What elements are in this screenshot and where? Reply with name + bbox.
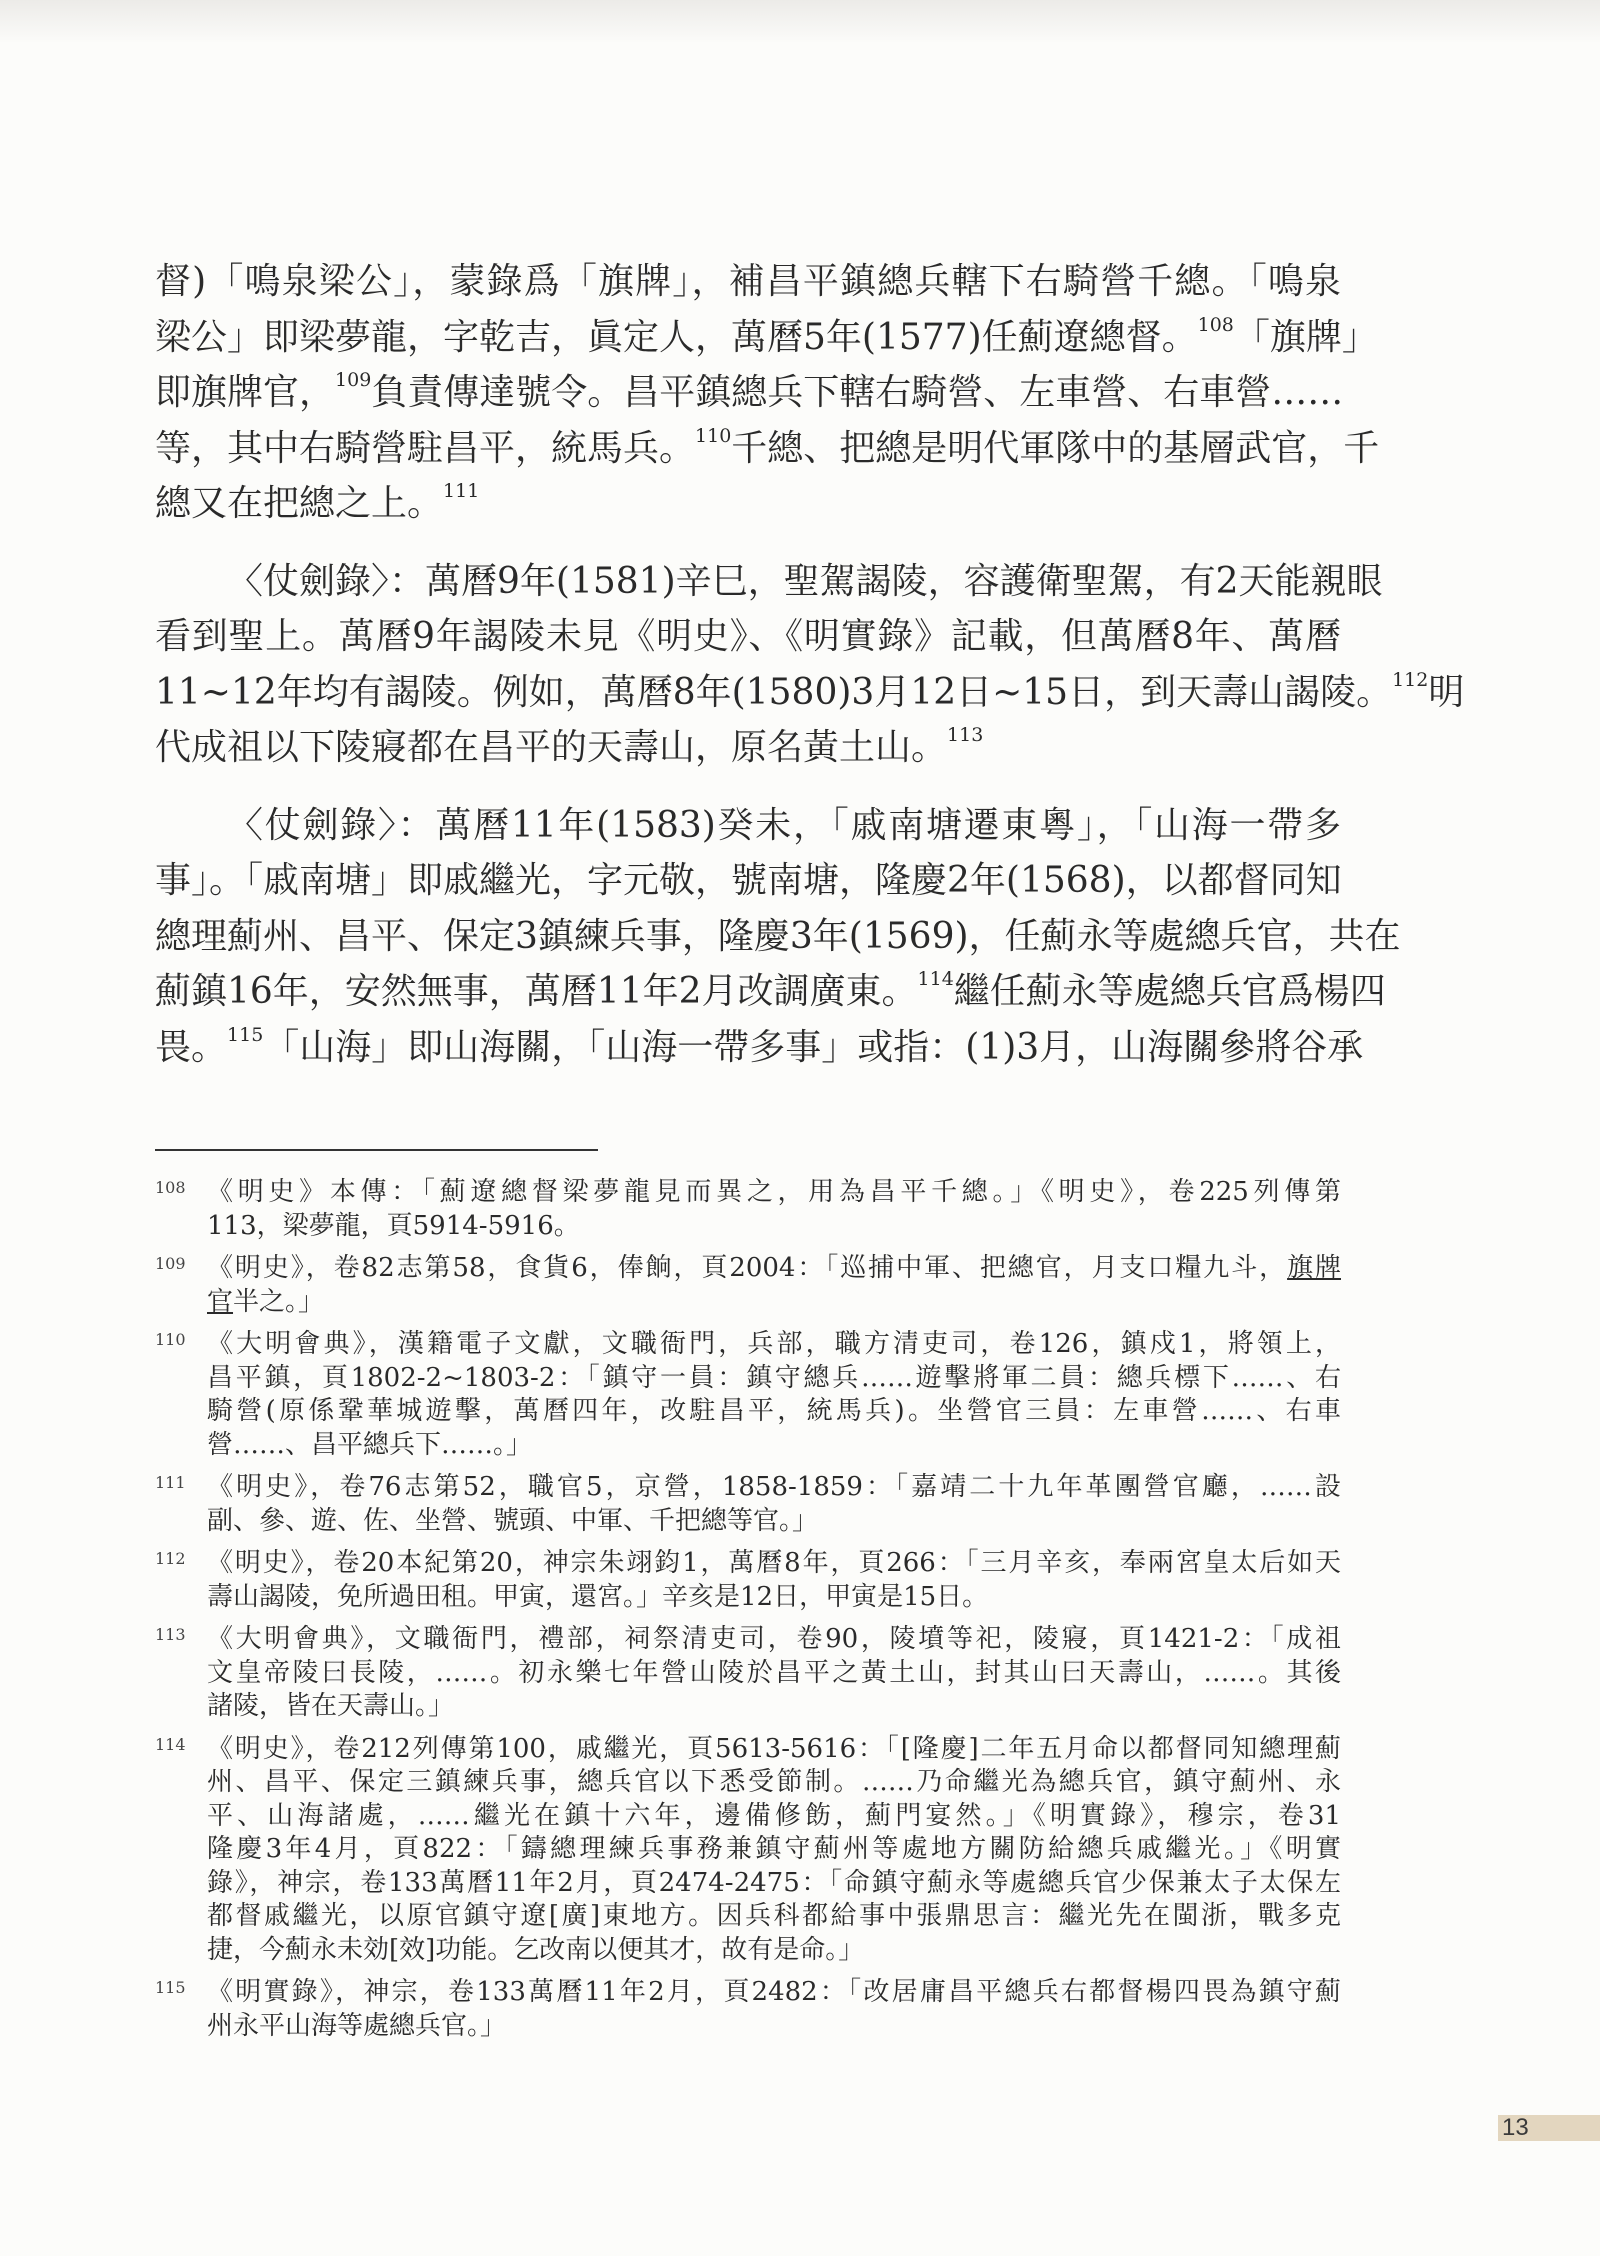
footnote-112 xyxy=(155,1547,1341,1614)
body-text xyxy=(155,254,1465,1075)
text-line xyxy=(155,798,1341,854)
footnote-ref[interactable]: 114 xyxy=(917,968,954,990)
footnote-number: 111 xyxy=(155,1473,186,1492)
text-run: 梁公」即梁夢龍，字乾吉，眞定人，萬曆5年(1577)任薊遼總督。 xyxy=(155,316,1198,358)
text-line xyxy=(207,1833,1341,1867)
footnote-110 xyxy=(155,1328,1341,1462)
text-run: 113，梁夢龍，頁5914-5916。 xyxy=(207,1210,580,1241)
text-run: 明 xyxy=(1428,671,1465,713)
text-run: 看到聖上。萬曆9年謁陵未見《明史》、《明實錄》記載，但萬曆8年、萬曆 xyxy=(155,616,1341,657)
text-run: 《明史》，卷76志第52，職官5，京營，1858-1859：「嘉靖二十九年革團營官廳，……設 xyxy=(207,1472,1341,1502)
footnote-114 xyxy=(155,1733,1341,1968)
text-run: 事」。「戚南塘」即戚繼光，字元敬，號南塘，隆慶2年(1568)，以都督同知 xyxy=(155,860,1342,901)
footnote-number: 108 xyxy=(155,1178,186,1197)
text-run: 總又在把總之上。 xyxy=(155,483,444,524)
text-run: 《明史》本傳：「薊遼總督梁夢龍見而異之，用為昌平千總。」《明史》，卷225列傳第 xyxy=(207,1177,1341,1207)
text-line xyxy=(207,1395,1341,1429)
footnote-109 xyxy=(155,1252,1341,1319)
text-line xyxy=(155,665,1465,721)
text-line xyxy=(155,310,1378,366)
text-run: 昌平鎮，頁1802-2~1803-2：「鎮守一員：鎮守總兵……遊擊將軍二員：總兵標下……、右 xyxy=(207,1362,1341,1393)
footnote-number: 109 xyxy=(155,1254,186,1273)
text-line xyxy=(207,1623,1341,1657)
scan-top-shadow xyxy=(0,0,1600,44)
text-run: 即旗牌官， xyxy=(155,372,336,413)
text-run: 營……、昌平總兵下……。」 xyxy=(207,1429,533,1460)
text-run: 州、昌平、保定三鎮練兵事，總兵官以下悉受節制。……乃命繼光為總兵官，鎮守薊州、永 xyxy=(207,1767,1341,1797)
text-line xyxy=(207,1733,1341,1767)
text-line xyxy=(207,1657,1341,1691)
text-run: 都督戚繼光，以原官鎮守遼[廣]東地方。因兵科都給事中張鼎思言：繼光先在閩浙，戰多克 xyxy=(207,1901,1341,1931)
text-line xyxy=(207,1800,1341,1834)
text-line xyxy=(155,720,1341,776)
text-run: 督)「鳴泉梁公」，蒙錄爲「旗牌」，補昌平鎮總兵轄下右騎營千總。「鳴泉 xyxy=(155,261,1341,302)
footnote-ref[interactable]: 113 xyxy=(947,724,984,746)
paragraph xyxy=(155,254,1380,532)
footnote-108 xyxy=(155,1176,1341,1243)
footnotes xyxy=(155,1176,1341,2052)
text-line xyxy=(207,1362,1341,1396)
text-line xyxy=(207,1210,1341,1244)
text-run: 捷，今薊永未効[效]功能。乞改南以便其才，故有是命。」 xyxy=(207,1934,865,1965)
text-run: 平、山海諸處，……繼光在鎮十六年，邊備修飭，薊門宴然。」《明實錄》，穆宗，卷31 xyxy=(207,1800,1341,1831)
text-line xyxy=(207,1429,1341,1463)
text-run: 《明史》，卷82志第58，食貨6，俸餉，頁2004：「巡捕中軍、把總官，月支口糧九斗， xyxy=(207,1253,1288,1283)
text-line xyxy=(155,254,1341,310)
text-run: 負責傳達號令。昌平鎮總兵下轄右騎營、左車營、右車營…… xyxy=(371,372,1344,413)
text-run: 騎營(原係鞏華城遊擊，萬曆四年，改駐昌平，統馬兵)。坐營官三員：左車營……、右車 xyxy=(207,1396,1341,1426)
paragraph xyxy=(155,798,1401,1076)
text-run: 文皇帝陵曰長陵，……。初永樂七年營山陵於昌平之黃土山，封其山曰天壽山，……。其後 xyxy=(207,1657,1341,1688)
text-run: 代成祖以下陵寢都在昌平的天壽山，原名黃土山。 xyxy=(155,727,948,768)
text-run: 《明史》，卷212列傳第100，戚繼光，頁5613-5616：「[隆慶]二年五月命以都督同知總理薊 xyxy=(207,1733,1341,1764)
text-run: 〈仗劍錄〉：萬曆11年(1583)癸未，「戚南塘遷東粵」，「山海一帶多 xyxy=(227,804,1341,846)
text-run: 11~12年均有謁陵。例如，萬曆8年(1580)3月12日~15日，到天壽山謁陵。 xyxy=(155,671,1393,713)
footnote-ref[interactable]: 111 xyxy=(443,480,480,502)
page-number-tab xyxy=(1498,2115,1600,2141)
paragraph xyxy=(155,554,1465,776)
text-line xyxy=(155,964,1386,1020)
footnote-111 xyxy=(155,1471,1341,1538)
text-run: 錄》，神宗，卷133萬曆11年2月，頁2474-2475：「命鎮守薊永等處總兵官少保兼太子太保左 xyxy=(207,1867,1341,1898)
footnote-number: 114 xyxy=(155,1734,186,1754)
footnote-115 xyxy=(155,1976,1341,2043)
text-line xyxy=(207,1176,1341,1210)
footnote-113 xyxy=(155,1623,1341,1724)
text-run: 總理薊州、昌平、保定3鎮練兵事，隆慶3年(1569)，任薊永等處總兵官，共在 xyxy=(155,915,1401,957)
text-run: 壽山謁陵，免所過田租。甲寅，還宮。」辛亥是12日，甲寅是15日。 xyxy=(207,1581,989,1612)
footnote-separator xyxy=(155,1149,598,1151)
text-run: 《明史》，卷20本紀第20，神宗朱翊鈞1，萬曆8年，頁266：「三月辛亥，奉兩宮皇太后如天 xyxy=(207,1548,1341,1578)
text-run: 半之。」 xyxy=(233,1286,325,1317)
footnote-ref[interactable]: 110 xyxy=(695,424,732,447)
text-run: 千總、把總是明代軍隊中的基層武官，千 xyxy=(731,427,1380,469)
text-line xyxy=(207,1867,1341,1901)
footnote-number: 110 xyxy=(155,1330,186,1349)
footnote-ref[interactable]: 109 xyxy=(335,369,372,391)
text-run: 諸陵，皆在天壽山。」 xyxy=(207,1691,455,1721)
text-line xyxy=(207,1505,1341,1539)
footnote-ref[interactable]: 112 xyxy=(1392,668,1429,691)
text-line xyxy=(155,365,1344,421)
text-run: 「旗牌」 xyxy=(1233,316,1378,358)
text-run: 等，其中右騎營駐昌平，統馬兵。 xyxy=(155,427,696,469)
text-line xyxy=(155,1020,1364,1076)
text-line xyxy=(207,1328,1341,1362)
text-line xyxy=(207,1934,1341,1968)
page-number: 13 xyxy=(1502,2114,1529,2141)
footnote-number: 112 xyxy=(155,1549,186,1568)
text-run: 副、參、遊、佐、坐營、號頭、中軍、千把總等官。」 xyxy=(207,1505,819,1536)
footnote-ref[interactable]: 115 xyxy=(227,1023,264,1046)
text-run: 隆慶3年4月，頁822：「鑄總理練兵事務兼鎮守薊州等處地方關防給總兵戚繼光。」《明實 xyxy=(207,1834,1341,1864)
paragraph-gap xyxy=(155,532,1341,554)
text-line xyxy=(207,1766,1341,1800)
underlined-text: 旗牌 xyxy=(1287,1253,1341,1283)
text-line xyxy=(155,554,1383,610)
text-line xyxy=(155,421,1380,477)
footnote-ref[interactable]: 108 xyxy=(1197,313,1234,336)
text-run: 《大明會典》，漢籍電子文獻，文職衙門，兵部，職方清吏司，卷126，鎮戍1，將領上， xyxy=(207,1329,1341,1359)
underlined-text: 官 xyxy=(207,1286,234,1317)
text-line xyxy=(207,1471,1341,1505)
text-run: 《明實錄》，神宗，卷133萬曆11年2月，頁2482：「改居庸昌平總兵右都督楊四畏為鎮守薊 xyxy=(207,1977,1341,2007)
text-line xyxy=(155,609,1341,665)
text-run: 畏。 xyxy=(155,1026,228,1068)
footnote-number: 113 xyxy=(155,1625,186,1644)
text-line xyxy=(207,1581,1341,1615)
text-line xyxy=(155,476,1341,532)
text-run: 〈仗劍錄〉：萬曆9年(1581)辛巳，聖駕謁陵，容護衛聖駕，有2天能親眼 xyxy=(227,560,1383,602)
text-run: 薊鎮16年，安然無事，萬曆11年2月改調廣東。 xyxy=(155,971,918,1012)
text-run: 「山海」即山海關，「山海一帶多事」或指：(1)3月，山海關參將谷承 xyxy=(263,1026,1364,1068)
text-line xyxy=(207,1690,1341,1724)
text-line xyxy=(207,1286,1341,1320)
text-line xyxy=(207,1547,1341,1581)
text-line xyxy=(207,1252,1341,1286)
text-run: 州永平山海等處總兵官。」 xyxy=(207,2010,507,2041)
text-run: 繼任薊永等處總兵官爲楊四 xyxy=(953,971,1386,1012)
text-line xyxy=(207,1976,1341,2010)
text-line xyxy=(155,909,1401,965)
paragraph-gap xyxy=(155,776,1341,798)
text-run: 《大明會典》，文職衙門，禮部，祠祭清吏司，卷90，陵墳等祀，陵寢，頁1421-2：「成祖 xyxy=(207,1624,1341,1654)
text-line xyxy=(155,853,1341,909)
footnote-number: 115 xyxy=(155,1978,186,1997)
text-line xyxy=(207,1900,1341,1934)
text-line xyxy=(207,2010,1341,2044)
